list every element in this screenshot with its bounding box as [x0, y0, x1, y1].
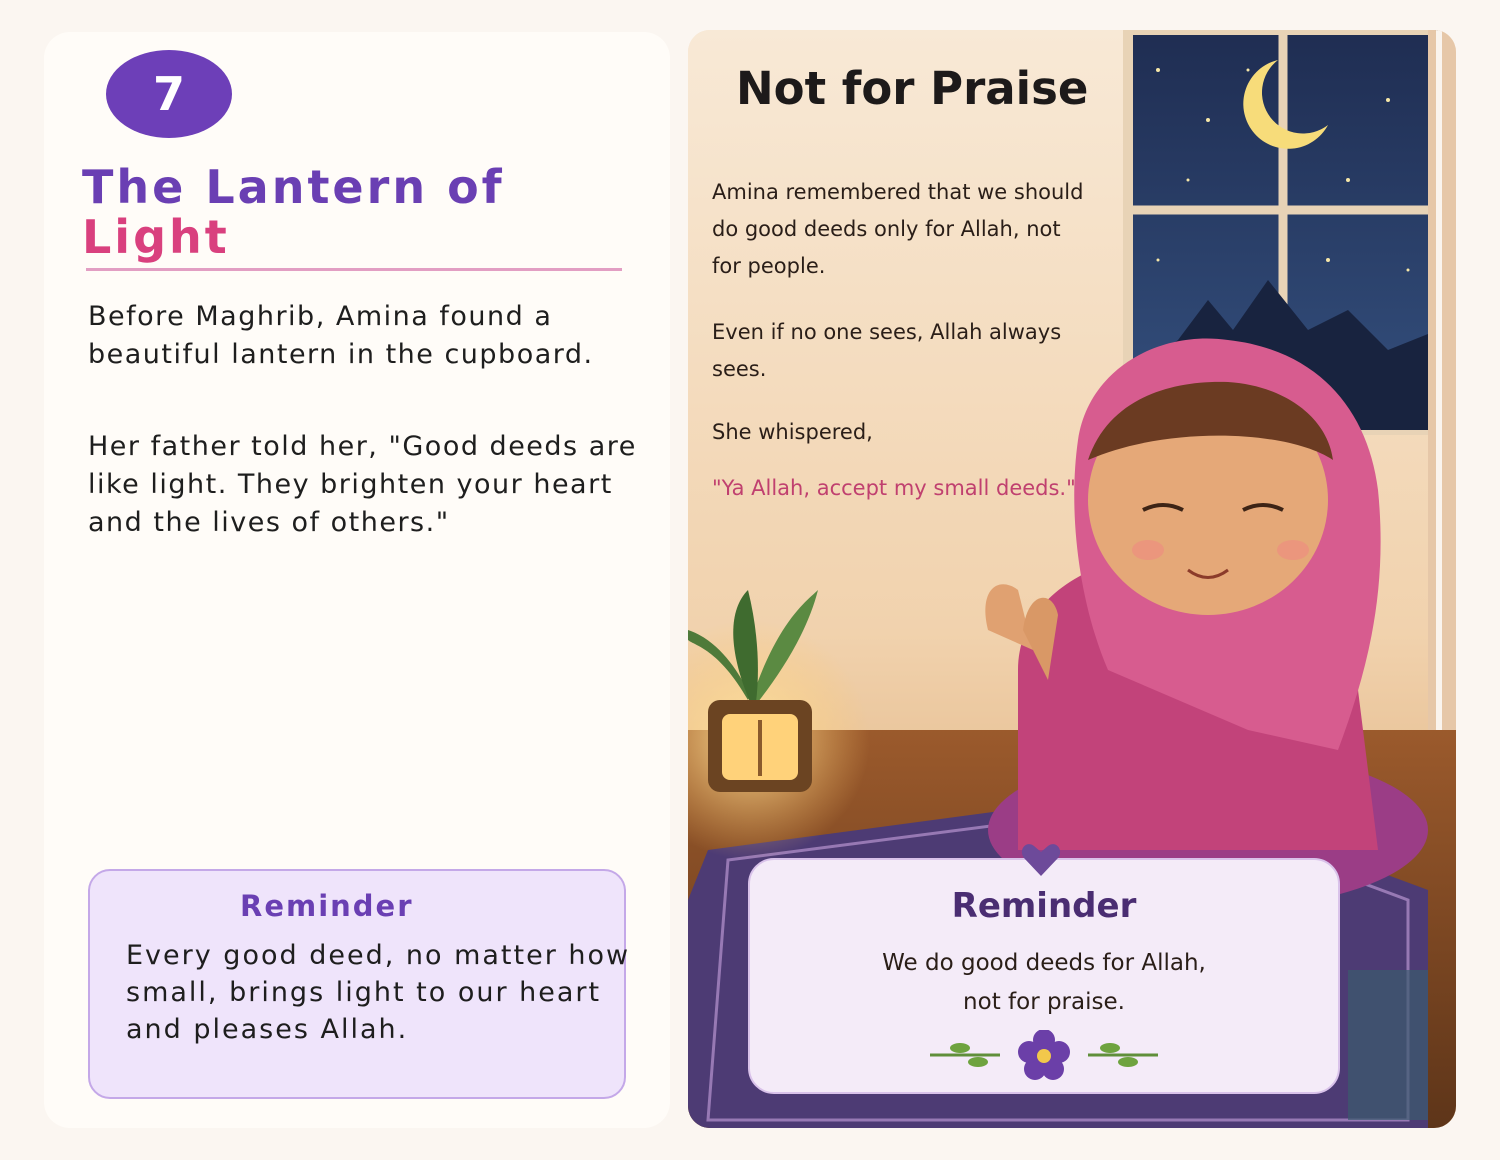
flower-icon [920, 1030, 1168, 1080]
illustration-text: She whispered, [712, 420, 873, 444]
illustration-text: Amina remembered that we should do good deeds only for Allah, not for people. [712, 180, 1084, 278]
chapter-badge [106, 50, 232, 138]
illustration-text: Even if no one sees, Allah always sees. [712, 320, 1062, 381]
illustration-reminder-text [750, 944, 1338, 1022]
chapter-number: 7 [152, 67, 185, 121]
story-paragraph: Before Maghrib, Amina found a beautiful lantern in the cupboard. [88, 301, 594, 370]
reminder-line: We do good deeds for Allah, [882, 950, 1206, 976]
illustration-page [688, 30, 1456, 1128]
illustration-quote: "Ya Allah, accept my small deeds." [712, 476, 1076, 500]
illustration-reminder-box [748, 858, 1340, 1094]
reminder-title: Reminder [240, 889, 414, 923]
text-page [44, 32, 670, 1128]
heart-icon [1021, 842, 1061, 878]
lantern-icon [708, 700, 812, 792]
story-title-part2: Light [82, 210, 230, 264]
title-divider [86, 268, 622, 271]
illustration-title: Not for Praise [736, 62, 1089, 115]
illustration-reminder-title: Reminder [951, 886, 1137, 926]
story-title-part1: The Lantern of [82, 160, 505, 214]
story-paragraph: Her father told her, "Good deeds are like light. They brighten your heart and the lives of others." [88, 431, 637, 538]
reminder-line: not for praise. [963, 989, 1125, 1015]
reminder-text: Every good deed, no matter how small, brings light to our heart and pleases Allah. [126, 940, 631, 1045]
reminder-box [88, 869, 631, 1099]
story-title [82, 162, 505, 262]
